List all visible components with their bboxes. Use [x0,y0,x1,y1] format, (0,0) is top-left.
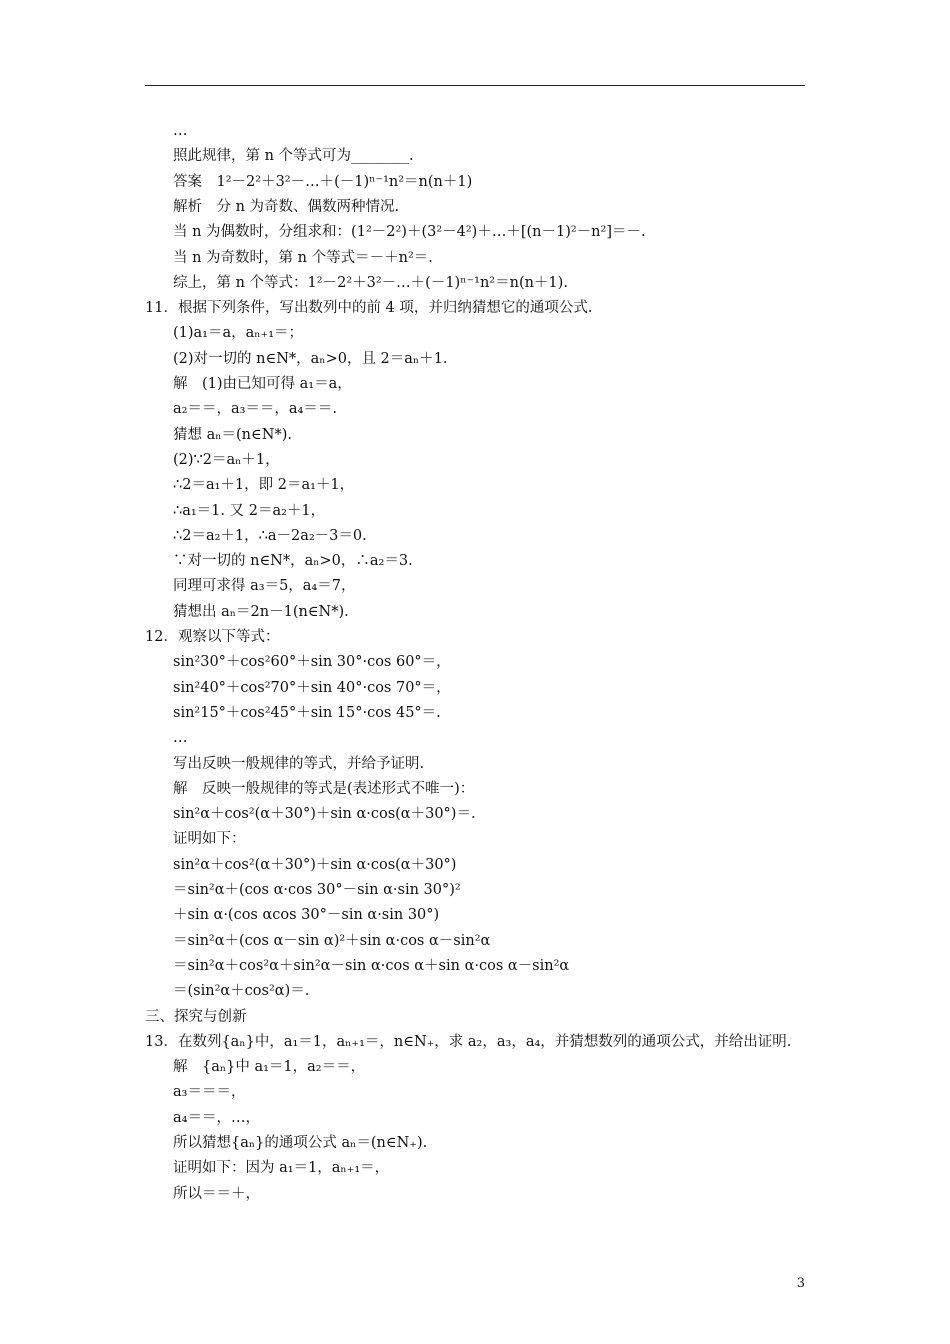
text-line: 证明如下：因为 a₁＝1，aₙ₊₁＝， [173,1160,390,1177]
text-line: … [173,730,188,747]
text-line: ∴a₁＝1. 又 2＝a₂＋1， [173,502,326,519]
text-line: 解 {aₙ}中 a₁＝1，a₂＝＝， [173,1059,366,1076]
text-line: 13．在数列{aₙ}中，a₁＝1，aₙ₊₁＝，n∈N₊，求 a₂，a₃，a₄，并猜想数列的通项公式，并给出证明. [145,1033,792,1050]
text-line: 照此规律，第 n 个等式可为________. [173,148,414,165]
text-line: ＝sin²α＋cos²α＋sin²α－sin α·cos α＋sin α·cos α－sin²α [173,957,570,974]
text-line: ＋sin α·(cos αcos 30°－sin α·sin 30°) [173,907,440,924]
text-line: sin²α＋cos²(α＋30°)＋sin α·cos(α＋30°)＝. [173,806,476,823]
text-line: 答案 1²－2²＋3²－…＋(－1)ⁿ⁻¹n²＝n(n＋1) [173,173,473,190]
text-line: 证明如下： [173,831,246,848]
text-line: sin²15°＋cos²45°＋sin 15°·cos 45°＝. [173,704,441,721]
text-line: … [173,123,188,139]
text-line: 写出反映一般规律的等式，并给予证明. [173,755,425,772]
text-line: ＝sin²α＋(cos α－sin α)²＋sin α·cos α－sin²α [173,932,491,949]
text-line: sin²40°＋cos²70°＋sin 40°·cos 70°＝， [173,679,451,696]
text-line: 当 n 为偶数时，分组求和：(1²－2²)＋(3²－4²)＋…＋[(n－1)²－n²]＝－. [173,224,646,241]
text-line: ∵对一切的 n∈N*，aₙ>0，∴a₂＝3. [173,553,413,570]
text-line: a₄＝＝，…， [173,1109,260,1126]
text-line: (2)∵2＝aₙ＋1， [173,451,280,468]
text-line: ＝(sin²α＋cos²α)＝. [173,983,310,1000]
text-line: ∴2＝a₂＋1，∴a－2a₂－3＝0. [173,527,367,544]
text-line: 所以猜想{aₙ}的通项公式 aₙ＝(n∈N₊). [173,1135,428,1151]
text-line: 猜想出 aₙ＝2n－1(n∈N*). [173,603,349,620]
text-line: 解 (1)由已知可得 a₁＝a， [173,376,352,392]
text-line: 综上，第 n 个等式：1²－2²＋3²－…＋(－1)ⁿ⁻¹n²＝n(n＋1). [173,274,568,291]
text-line: 三、探究与创新 [145,1008,247,1025]
text-line: (1)a₁＝a，aₙ₊₁＝； [173,325,304,342]
text-line: 11．根据下列条件，写出数列中的前 4 项，并归纳猜想它的通项公式. [145,300,593,317]
text-line: a₂＝＝，a₃＝＝，a₄＝＝. [173,401,337,418]
text-line: a₃＝＝＝， [173,1084,246,1101]
text-line: 当 n 为奇数时，第 n 个等式＝－＋n²＝. [173,249,433,266]
text-line: 解 反映一般规律的等式是(表述形式不唯一)： [173,780,475,797]
header-rule [145,85,805,86]
text-line: ∴2＝a₁＋1，即 2＝a₁＋1， [173,477,355,494]
text-line: sin²30°＋cos²60°＋sin 30°·cos 60°＝， [173,654,451,671]
text-line: ＝sin²α＋(cos α·cos 30°－sin α·sin 30°)² [173,882,461,898]
page-number: 3 [796,1276,805,1291]
text-line: sin²α＋cos²(α＋30°)＋sin α·cos(α＋30°) [173,856,457,873]
text-line: (2)对一切的 n∈N*，aₙ>0，且 2＝aₙ＋1. [173,350,448,367]
text-line: 猜想 aₙ＝(n∈N*). [173,426,292,443]
text-line: 12．观察以下等式： [145,629,280,645]
text-line: 解析 分 n 为奇数、偶数两种情况. [173,198,400,215]
text-line: 所以＝＝＋， [173,1185,260,1202]
text-line: 同理可求得 a₃＝5，a₄＝7， [173,578,356,595]
